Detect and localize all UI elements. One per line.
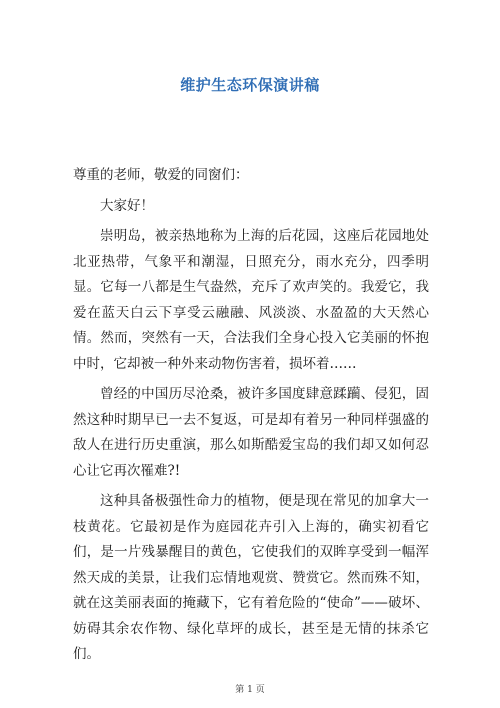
- paragraph-greeting: 大家好！: [100, 197, 154, 214]
- document-title: 维护生态环保演讲稿: [180, 76, 320, 94]
- paragraph-2: 曾经的中国历尽沧桑，被许多国度肆意蹂躏、侵犯，固然这种时期早已一去不复返，可是却有着另一种同样强盛的敌人在进行历史重演，那么如斯酷爱宝岛的我们却又如何忍心让它再次罹难?!: [73, 386, 429, 479]
- document-body: [73, 163, 429, 673]
- paragraph-3: 这种具备极强性命力的植物，便是现在常见的加拿大一枝黄花。它最初是作为庭园花卉引入上海的，确实初看它们，是一片残暴醒目的黄色，它使我们的双眸享受到一幅浑然天成的美景，让我们忘情地观赏、赞赏它。然而殊不知，就在这美丽表面的掩藏下，它有着危险的“使命”——破坏、妨碍其余农作物、绿化草坪的成长，甚至是无情的抹杀它们。: [73, 493, 429, 662]
- paragraph-1: 崇明岛，被亲热地称为上海的后花园，这座后花园地处北亚热带，气象平和潮湿，日照充分，雨水充分，四季明显。它每一八都是生气盎然，充斥了欢声笑的。我爱它，我爱在蓝天白云下享受云融融、风淡淡、水盈盈的大天然心情。然而，突然有一天，合法我们全身心投入它美丽的怀抱中时，它却被一种外来动物伤害着，损坏着……: [73, 228, 429, 372]
- page-number: 第 1 页: [235, 685, 265, 695]
- salutation: 尊重的老师，敬爱的同窗们：: [73, 167, 249, 183]
